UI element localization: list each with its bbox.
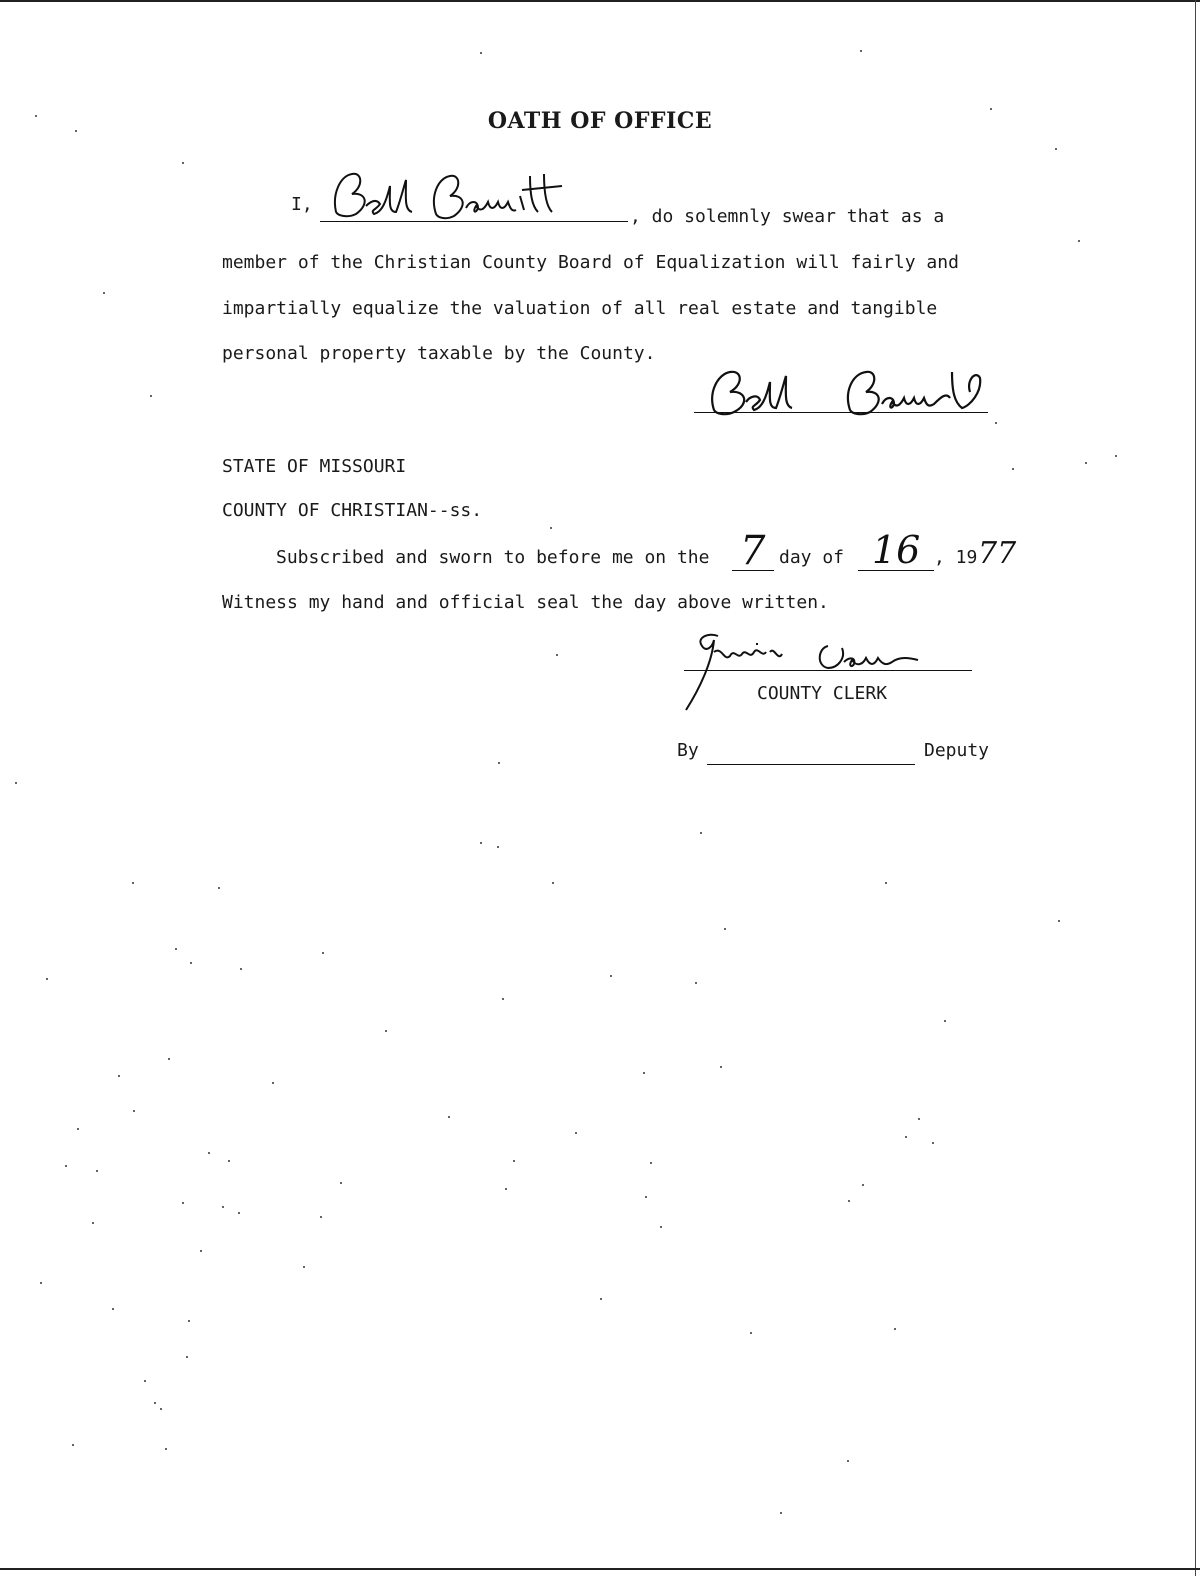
by-label: By: [677, 740, 699, 761]
jurat-text: Subscribed and sworn to before me on the: [276, 547, 710, 568]
document-title: OATH OF OFFICE: [487, 108, 713, 134]
jurat-month-value: 16: [872, 528, 921, 572]
oath-prefix: I,: [291, 194, 313, 215]
deputy-signature-line: [707, 764, 915, 765]
venue-county: COUNTY OF CHRISTIAN--ss.: [222, 500, 483, 521]
venue-state: STATE OF MISSOURI: [222, 456, 407, 477]
county-clerk-title: COUNTY CLERK: [757, 683, 888, 704]
oath-line-3: impartially equalize the valuation of all real estate and tangible: [222, 298, 938, 319]
jurat-year-prefix: , 19: [934, 547, 978, 568]
page-border-right: [1195, 0, 1196, 1576]
oath-line-1: , do solemnly swear that as a: [630, 206, 945, 227]
jurat-day-label: day of: [779, 547, 845, 568]
county-clerk-signature-line: [684, 670, 972, 671]
oath-line-4: personal property taxable by the County.: [222, 343, 656, 364]
affiant-signature-line: [694, 412, 988, 413]
affiant-signature: [700, 362, 1000, 422]
oath-line-2: member of the Christian County Board of Equalization will fairly and: [222, 252, 959, 273]
page-border-top: [0, 0, 1200, 2]
page-border-bottom: [0, 1568, 1200, 1570]
deputy-label: Deputy: [924, 740, 990, 761]
jurat-year-value: 77: [978, 536, 1017, 571]
jurat-day-value: 7: [740, 528, 766, 574]
witness-text: Witness my hand and official seal the day above written.: [222, 592, 829, 613]
affiant-name-signature: [326, 166, 576, 226]
